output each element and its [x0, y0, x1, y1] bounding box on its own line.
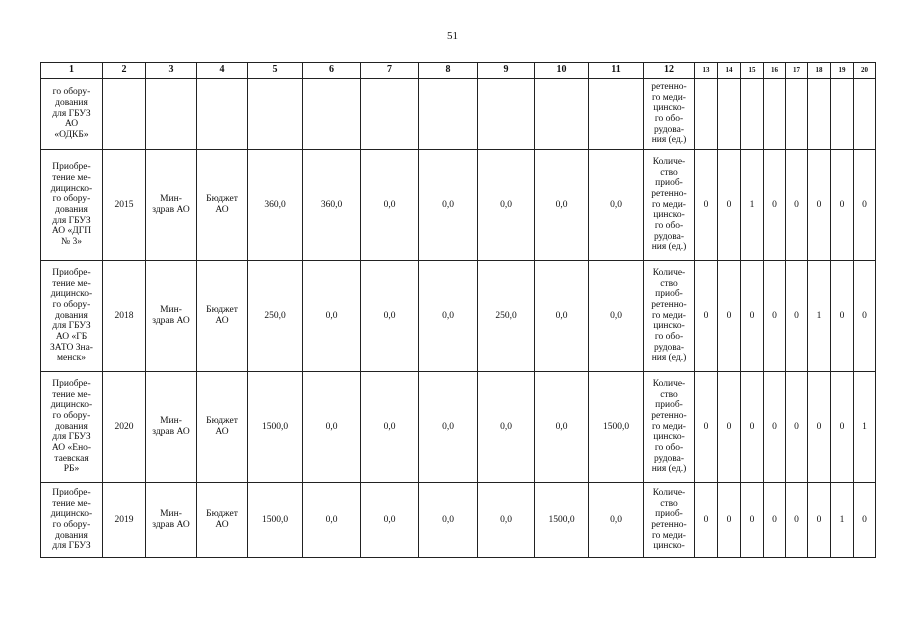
- executor-cell: [146, 79, 197, 150]
- amount-cell: 0,0: [303, 261, 361, 372]
- column-header: 10: [535, 63, 589, 79]
- indicator-value-cell: 0: [695, 483, 718, 558]
- amount-cell: 0,0: [589, 150, 644, 261]
- amount-cell: 0,0: [361, 483, 419, 558]
- indicator-value-cell: [741, 79, 764, 150]
- indicator-value-cell: 0: [695, 372, 718, 483]
- column-header: 12: [644, 63, 695, 79]
- measure-name-cell: го обору- дования для ГБУЗ АО «ОДКБ»: [41, 79, 103, 150]
- amount-cell: 0,0: [589, 261, 644, 372]
- column-header: 3: [146, 63, 197, 79]
- column-header: 17: [786, 63, 808, 79]
- indicator-value-cell: 0: [786, 150, 808, 261]
- column-header: 11: [589, 63, 644, 79]
- year-cell: [103, 79, 146, 150]
- amount-cell: [303, 79, 361, 150]
- indicator-value-cell: 0: [741, 372, 764, 483]
- indicator-value-cell: 1: [831, 483, 854, 558]
- indicator-value-cell: 0: [764, 150, 786, 261]
- amount-cell: 0,0: [419, 372, 478, 483]
- indicator-value-cell: 0: [764, 483, 786, 558]
- table-row: [41, 483, 876, 558]
- column-header: 20: [854, 63, 876, 79]
- amount-cell: 250,0: [478, 261, 535, 372]
- indicator-value-cell: 0: [786, 483, 808, 558]
- indicator-value-cell: 0: [718, 372, 741, 483]
- column-header: 2: [103, 63, 146, 79]
- indicator-value-cell: [695, 79, 718, 150]
- table-row: [41, 79, 876, 150]
- amount-cell: [248, 79, 303, 150]
- column-header: 19: [831, 63, 854, 79]
- amount-cell: 0,0: [478, 483, 535, 558]
- executor-cell: Мин- здрав АО: [146, 483, 197, 558]
- indicator-value-cell: 1: [808, 261, 831, 372]
- indicator-cell: Количе- ство приоб- ретенно- го меди- цинско- го обо- рудова- ния (ед.): [644, 261, 695, 372]
- indicator-value-cell: 0: [808, 150, 831, 261]
- column-header: 5: [248, 63, 303, 79]
- indicator-value-cell: 0: [741, 483, 764, 558]
- amount-cell: 0,0: [361, 372, 419, 483]
- indicator-value-cell: 0: [831, 261, 854, 372]
- amount-cell: 0,0: [478, 372, 535, 483]
- indicator-value-cell: 0: [764, 261, 786, 372]
- column-header: 6: [303, 63, 361, 79]
- measure-name-cell: Приобре- тение ме- дицинско- го обору- дования для ГБУЗ: [41, 483, 103, 558]
- indicator-value-cell: 0: [854, 261, 876, 372]
- year-cell: 2019: [103, 483, 146, 558]
- indicator-value-cell: 0: [831, 372, 854, 483]
- amount-cell: [535, 79, 589, 150]
- amount-cell: 0,0: [535, 372, 589, 483]
- amount-cell: 0,0: [535, 261, 589, 372]
- source-cell: Бюджет АО: [197, 483, 248, 558]
- header-row: [41, 63, 876, 79]
- amount-cell: 0,0: [419, 483, 478, 558]
- indicator-value-cell: 0: [695, 150, 718, 261]
- indicator-cell: Количе- ство приоб- ретенно- го меди- цинско-: [644, 483, 695, 558]
- indicator-value-cell: 0: [854, 483, 876, 558]
- page-number: 51: [447, 30, 458, 42]
- indicator-value-cell: 0: [764, 372, 786, 483]
- measure-name-cell: Приобре- тение ме- дицинско- го обору- дования для ГБУЗ АО «Ено- таевская РБ»: [41, 372, 103, 483]
- amount-cell: 1500,0: [589, 372, 644, 483]
- amount-cell: 0,0: [589, 483, 644, 558]
- amount-cell: 0,0: [419, 150, 478, 261]
- indicator-value-cell: 0: [831, 150, 854, 261]
- indicator-value-cell: 0: [786, 261, 808, 372]
- indicator-value-cell: 0: [718, 150, 741, 261]
- indicator-cell: Количе- ство приоб- ретенно- го меди- цинско- го обо- рудова- ния (ед.): [644, 372, 695, 483]
- indicator-value-cell: 0: [854, 150, 876, 261]
- executor-cell: Мин- здрав АО: [146, 261, 197, 372]
- amount-cell: 0,0: [361, 150, 419, 261]
- measure-name-cell: Приобре- тение ме- дицинско- го обору- дования для ГБУЗ АО «ДГП № 3»: [41, 150, 103, 261]
- indicator-value-cell: [808, 79, 831, 150]
- amount-cell: 0,0: [303, 483, 361, 558]
- year-cell: 2015: [103, 150, 146, 261]
- indicator-value-cell: [718, 79, 741, 150]
- column-header: 14: [718, 63, 741, 79]
- indicator-value-cell: 1: [854, 372, 876, 483]
- source-cell: Бюджет АО: [197, 261, 248, 372]
- column-header: 1: [41, 63, 103, 79]
- indicator-value-cell: 1: [741, 150, 764, 261]
- source-cell: Бюджет АО: [197, 150, 248, 261]
- column-header: 18: [808, 63, 831, 79]
- year-cell: 2020: [103, 372, 146, 483]
- indicator-cell: Количе- ство приоб- ретенно- го меди- цинско- го обо- рудова- ния (ед.): [644, 150, 695, 261]
- indicator-value-cell: [786, 79, 808, 150]
- column-header: 16: [764, 63, 786, 79]
- amount-cell: 0,0: [535, 150, 589, 261]
- indicator-value-cell: [831, 79, 854, 150]
- column-header: 15: [741, 63, 764, 79]
- source-cell: Бюджет АО: [197, 372, 248, 483]
- indicator-value-cell: 0: [786, 372, 808, 483]
- program-table: [40, 62, 876, 558]
- indicator-value-cell: 0: [718, 483, 741, 558]
- indicator-value-cell: [854, 79, 876, 150]
- amount-cell: [361, 79, 419, 150]
- indicator-value-cell: 0: [718, 261, 741, 372]
- amount-cell: 0,0: [419, 261, 478, 372]
- indicator-value-cell: 0: [695, 261, 718, 372]
- executor-cell: Мин- здрав АО: [146, 372, 197, 483]
- amount-cell: [419, 79, 478, 150]
- indicator-cell: ретенно- го меди- цинско- го обо- рудова- ния (ед.): [644, 79, 695, 150]
- amount-cell: 360,0: [303, 150, 361, 261]
- amount-cell: [589, 79, 644, 150]
- amount-cell: 0,0: [303, 372, 361, 483]
- amount-cell: 1500,0: [248, 372, 303, 483]
- executor-cell: Мин- здрав АО: [146, 150, 197, 261]
- column-header: 13: [695, 63, 718, 79]
- amount-cell: 0,0: [478, 150, 535, 261]
- indicator-value-cell: 0: [741, 261, 764, 372]
- table-row: [41, 372, 876, 483]
- amount-cell: 250,0: [248, 261, 303, 372]
- amount-cell: 0,0: [361, 261, 419, 372]
- table-row: [41, 150, 876, 261]
- indicator-value-cell: [764, 79, 786, 150]
- indicator-value-cell: 0: [808, 372, 831, 483]
- source-cell: [197, 79, 248, 150]
- amount-cell: 360,0: [248, 150, 303, 261]
- amount-cell: 1500,0: [248, 483, 303, 558]
- column-header: 7: [361, 63, 419, 79]
- year-cell: 2018: [103, 261, 146, 372]
- table-row: [41, 261, 876, 372]
- measure-name-cell: Приобре- тение ме- дицинско- го обору- дования для ГБУЗ АО «ГБ ЗАТО Зна- менск»: [41, 261, 103, 372]
- amount-cell: 1500,0: [535, 483, 589, 558]
- indicator-value-cell: 0: [808, 483, 831, 558]
- amount-cell: [478, 79, 535, 150]
- column-header: 4: [197, 63, 248, 79]
- column-header: 8: [419, 63, 478, 79]
- column-header: 9: [478, 63, 535, 79]
